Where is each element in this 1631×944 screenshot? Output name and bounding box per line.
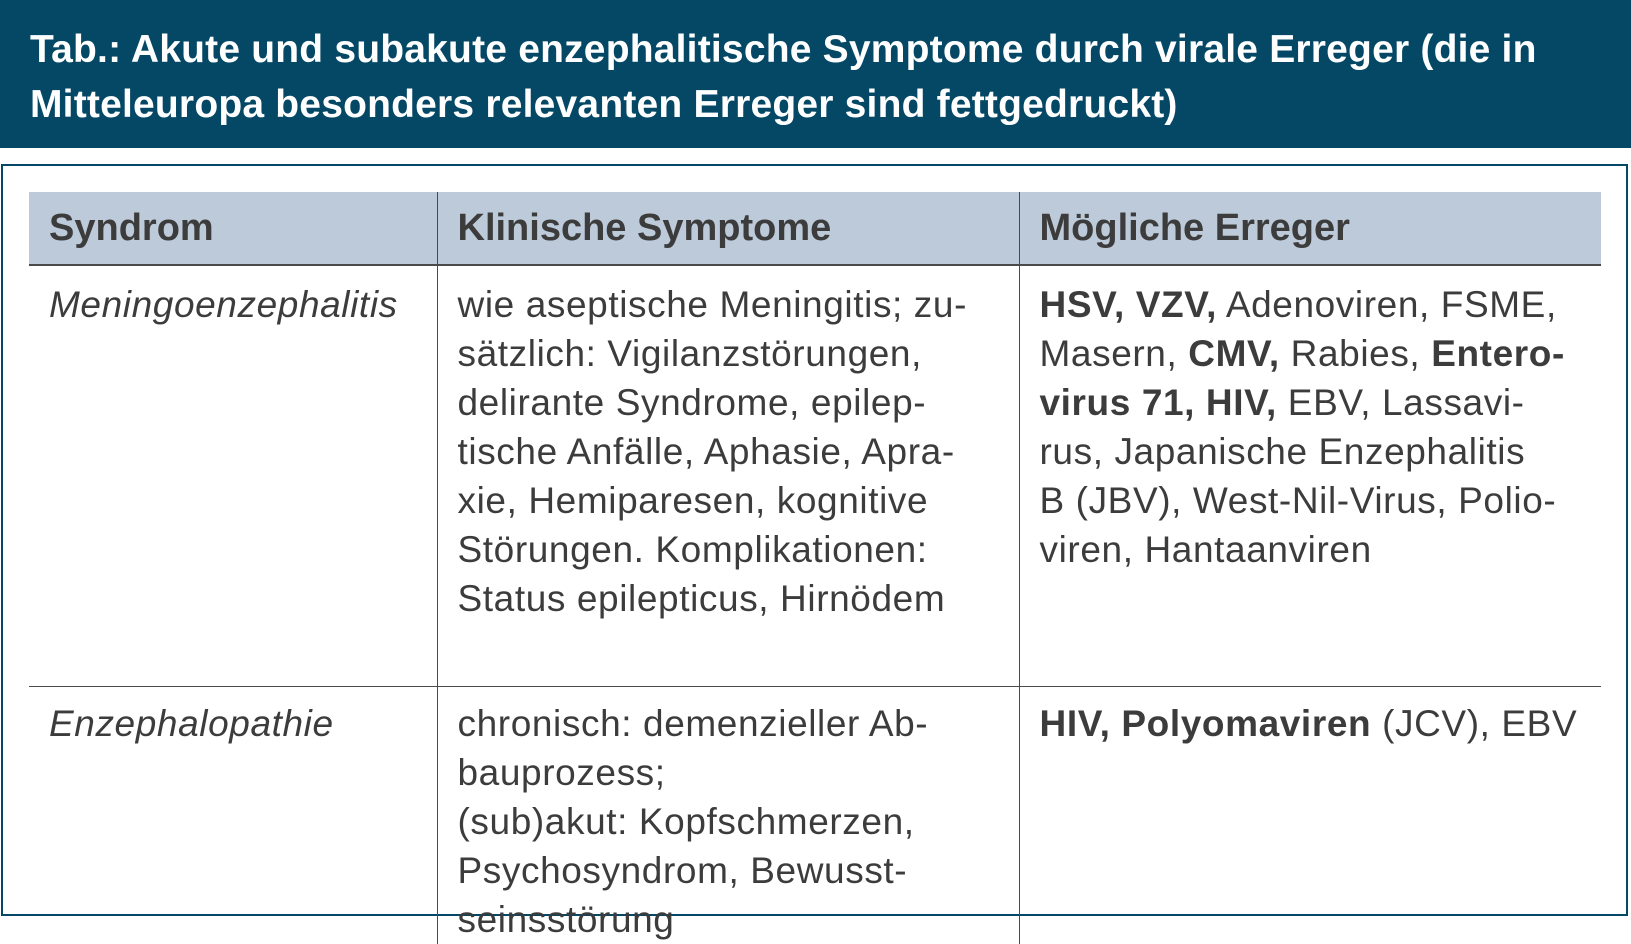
pathogen-text: Rabies, — [1279, 333, 1432, 374]
pathogen-line — [1040, 280, 1592, 329]
symptom-line: (sub)akut: Kopfschmerzen, — [457, 800, 915, 842]
cell-symptoms — [437, 686, 1019, 944]
pathogen-text: EBV, Lassavi- — [1276, 382, 1525, 423]
header-moegliche-erreger: Mögliche Erreger — [1019, 192, 1601, 265]
pathogen-bold: CMV, — [1188, 333, 1280, 374]
pathogen-bold: virus 71, HIV, — [1039, 382, 1277, 423]
symptom-line: Störungen. Komplikationen: — [457, 529, 928, 570]
pathogen-line — [1040, 378, 1592, 427]
table-header-row — [29, 192, 1601, 265]
pathogen-bold: HIV, Polyomaviren — [1039, 702, 1372, 744]
table-title-bar — [0, 0, 1631, 148]
symptom-line: seinsstörung — [457, 898, 675, 940]
pathogen-text: Masern, — [1039, 333, 1189, 374]
pathogen-line: viren, Hantaanviren — [1039, 529, 1372, 570]
pathogen-bold: HSV, VZV, — [1039, 284, 1217, 325]
pathogen-text: (JCV), EBV — [1371, 702, 1578, 744]
cell-syndrome: Meningoenzephalitis — [29, 265, 437, 686]
table-title-line-1: Tab.: Akute und subakute enzephalitische Symptome durch virale Erreger (die in — [30, 28, 1537, 71]
symptom-line: xie, Hemiparesen, kognitive — [457, 480, 929, 521]
symptom-line: wie aseptische Meningitis; zu- — [457, 284, 967, 325]
pathogen-line — [1040, 329, 1592, 378]
symptom-line: sätzlich: Vigilanzstörungen, — [457, 333, 922, 374]
cell-pathogens — [1019, 686, 1601, 944]
cell-symptoms — [437, 265, 1019, 686]
symptom-line: tische Anfälle, Aphasie, Apra- — [457, 431, 955, 472]
pathogen-line — [1040, 699, 1592, 748]
header-syndrom: Syndrom — [29, 192, 437, 265]
table-title-line-2: Mitteleuropa besonders relevanten Erreger sind fettgedruckt) — [30, 83, 1178, 126]
pathogen-line: B (JBV), West-Nil-Virus, Polio- — [1039, 480, 1557, 521]
pathogen-bold: Entero- — [1431, 333, 1565, 374]
cell-syndrome: Enzephalopathie — [49, 702, 334, 744]
header-klinische-symptome: Klinische Symptome — [437, 192, 1019, 265]
syndrome-table — [29, 192, 1601, 944]
symptom-line: Psychosyndrom, Bewusst- — [457, 849, 908, 891]
symptom-line: delirante Syndrome, epilep- — [457, 382, 927, 423]
cell-pathogens — [1019, 265, 1601, 686]
pathogen-line: rus, Japanische Enzephalitis — [1039, 431, 1526, 472]
symptom-line: bauprozess; — [457, 751, 666, 793]
pathogen-text: Adenoviren, FSME, — [1216, 284, 1557, 325]
symptom-line: chronisch: demenzieller Ab- — [457, 702, 929, 744]
symptom-line: Status epilepticus, Hirnödem — [457, 578, 946, 619]
table-row — [29, 686, 1601, 944]
table-row — [29, 265, 1601, 686]
table-title — [30, 22, 1601, 132]
